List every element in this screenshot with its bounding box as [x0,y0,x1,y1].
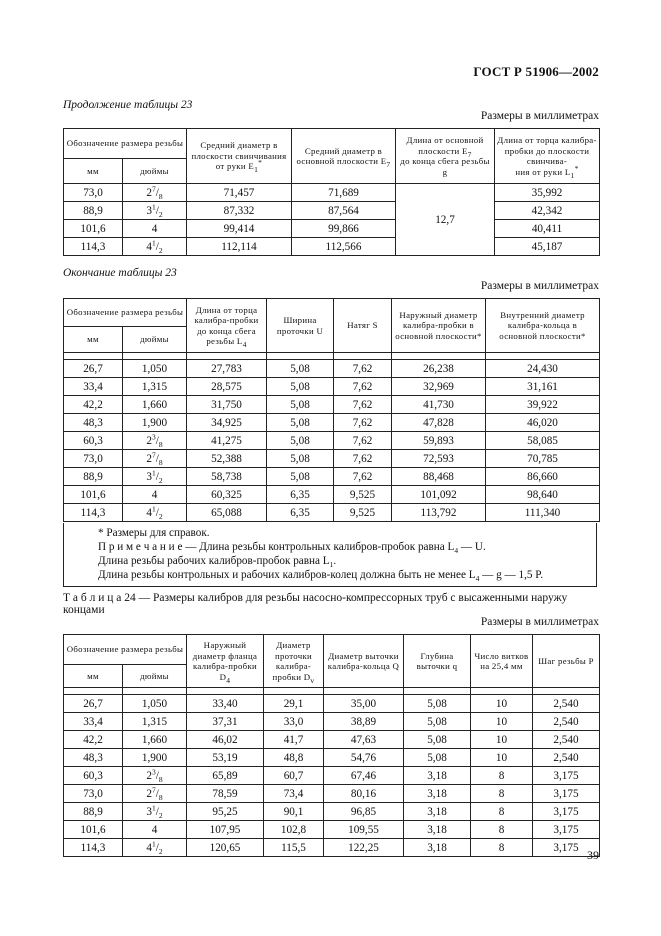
table-cell-mm: 114,3 [64,839,123,857]
table-cell-inch: 1,660 [123,396,187,414]
table-cell-q_big: 38,89 [324,713,404,731]
table-cell-l4: 34,925 [187,414,267,432]
table-cell-mm: 48,3 [64,749,123,767]
table-cell-q_big: 122,25 [324,839,404,857]
header-designation: Обозначение размера резьбы [64,129,187,159]
table-cell-outer: 88,468 [392,468,486,486]
table-cell-n: 8 [471,839,533,857]
table-cell-dv: 102,8 [264,821,324,839]
header-length-base: Длина от основной плоскости $E_7$ до конца сбега резьбы g [396,129,495,184]
table-cell-p: 2,540 [533,713,600,731]
merged-length-cell: 12,7 [396,184,495,256]
table-row [64,749,600,767]
table-cell-p: 3,175 [533,767,600,785]
table-cell-e1: 99,414 [187,220,292,238]
table-cell-q: 3,18 [404,785,471,803]
table-cell-inner: 86,660 [486,468,600,486]
table-cell-d4: 33,40 [187,695,264,713]
table-cell-mm: 26,7 [64,695,123,713]
header-pitch: Шаг резьбы P [533,635,600,688]
table-row [64,468,600,486]
table-cell-inner: 31,161 [486,378,600,396]
footnote: * Размеры для справок. [98,527,210,539]
table-cell-mm: 114,3 [64,238,123,256]
header-interference: Натяг S [334,299,392,353]
table-row [64,414,600,432]
table-cell-e1: 71,457 [187,184,292,202]
table-cell-inch: $2^7/_8$ [123,785,187,803]
table24 [63,634,600,857]
table-cell-s: 9,525 [334,486,392,504]
table-cell-outer: 32,969 [392,378,486,396]
table-row [64,731,600,749]
table-cell-mm: 101,6 [64,821,123,839]
table-cell-mm: 73,0 [64,184,123,202]
table-cell-q: 5,08 [404,731,471,749]
table-cell-n: 8 [471,803,533,821]
table-row [64,220,600,238]
table-cell-q_big: 80,16 [324,785,404,803]
table-cell-p: 3,175 [533,785,600,803]
table-cell-e1: 112,114 [187,238,292,256]
table-cell-u: 5,08 [267,396,334,414]
table-cell-l4: 58,738 [187,468,267,486]
table-cell-inner: 58,085 [486,432,600,450]
table-row [64,432,600,450]
header-flange-diameter: Наружный диаметр фланца калибра-пробки $D_4$ [187,635,264,688]
table-cell-n: 10 [471,713,533,731]
table-row [64,803,600,821]
table-row [64,504,600,522]
table-row [64,713,600,731]
table-cell-l4: 31,750 [187,396,267,414]
table-cell-u: 6,35 [267,504,334,522]
table-cell-n: 8 [471,785,533,803]
table-cell-q: 3,18 [404,803,471,821]
header-inch: дюймы [123,665,187,688]
table-cell-p: 2,540 [533,749,600,767]
table-cell-mm: 101,6 [64,486,123,504]
table-cell-s: 7,62 [334,450,392,468]
table-cell-mm: 60,3 [64,767,123,785]
table-cell-mm: 33,4 [64,713,123,731]
table-cell-mm: 101,6 [64,220,123,238]
table-cell-e7: 87,564 [292,202,396,220]
table-cell-s: 7,62 [334,396,392,414]
table-cell-dv: 41,7 [264,731,324,749]
table-cell-inch: $3^1/_2$ [123,803,187,821]
table-cell-e7: 112,566 [292,238,396,256]
table-cell-mm: 26,7 [64,360,123,378]
table-cell-l4: 27,783 [187,360,267,378]
table-cell-p: 3,175 [533,803,600,821]
table23-continuation [63,128,600,256]
header-mid-diameter-base: Средний диаметр в основной плоскости $E_7$ [292,129,396,184]
table-cell-inch: 1,315 [123,378,187,396]
table-row [64,767,600,785]
table-cell-inner: 39,922 [486,396,600,414]
table23-cont-caption: Продолжение таблицы 23 [63,99,193,111]
header-inch: дюймы [123,327,187,353]
table-cell-mm: 33,4 [64,378,123,396]
table-cell-q: 3,18 [404,821,471,839]
table-cell-q_big: 67,46 [324,767,404,785]
table-row [64,202,600,220]
table-cell-inch: $2^7/_8$ [123,184,187,202]
table-cell-d4: 53,19 [187,749,264,767]
table-cell-s: 7,62 [334,432,392,450]
table-cell-mm: 42,2 [64,731,123,749]
header-groove-diameter: Диаметр проточки калибра-пробки $D_v$ [264,635,324,688]
table-cell-outer: 41,730 [392,396,486,414]
table-cell-inner: 24,430 [486,360,600,378]
header-length-l4: Длина от торца калибра-пробки до конца сбега резьбы $L_4$ [187,299,267,353]
table-cell-mm: 88,9 [64,468,123,486]
header-length-end: Длина от торца калибра-пробки до плоскости свинчива- ния от руки $L_1^*$ [495,129,600,184]
table-cell-outer: 113,792 [392,504,486,522]
table-cell-dv: 90,1 [264,803,324,821]
table-cell-s: 7,62 [334,468,392,486]
table-cell-dv: 60,7 [264,767,324,785]
table-cell-inch: $3^1/_2$ [123,202,187,220]
header-designation: Обозначение размера резьбы [64,635,187,665]
table-cell-inch: 1,900 [123,749,187,767]
table-cell-n: 10 [471,749,533,767]
table-cell-d4: 65,89 [187,767,264,785]
table-cell-u: 6,35 [267,486,334,504]
table-cell-u: 5,08 [267,378,334,396]
table-cell-inch: $3^1/_2$ [123,468,187,486]
table-cell-mm: 60,3 [64,432,123,450]
table23-end-units: Размеры в миллиметрах [480,280,599,292]
table-cell-dv: 115,5 [264,839,324,857]
header-designation: Обозначение размера резьбы [64,299,187,327]
table-row [64,378,600,396]
table24-units: Размеры в миллиметрах [480,616,599,628]
table-cell-inch: 1,900 [123,414,187,432]
table-cell-inch: $2^7/_8$ [123,450,187,468]
header-bore-depth: Глубина выточки q [404,635,471,688]
table-row [64,360,600,378]
table-cell-mm: 73,0 [64,450,123,468]
table-row [64,486,600,504]
table-row [64,238,600,256]
table-cell-u: 5,08 [267,468,334,486]
table-cell-inch: $4^1/_2$ [123,238,187,256]
table-cell-mm: 42,2 [64,396,123,414]
table-cell-inch: 4 [123,821,187,839]
table-cell-l1: 40,411 [495,220,600,238]
table-cell-u: 5,08 [267,450,334,468]
table-cell-n: 10 [471,695,533,713]
table-cell-inch: $2^3/_8$ [123,767,187,785]
table-cell-s: 7,62 [334,360,392,378]
header-outer-diameter: Наружный диаметр калибра-пробки в основной плоскости* [392,299,486,353]
table-cell-p: 2,540 [533,731,600,749]
table-cell-e1: 87,332 [187,202,292,220]
table-cell-dv: 48,8 [264,749,324,767]
table-cell-l4: 65,088 [187,504,267,522]
table-cell-q_big: 109,55 [324,821,404,839]
table-cell-q_big: 35,00 [324,695,404,713]
page-number: 39 [587,848,599,862]
header-threads-count: Число витков на 25,4 мм [471,635,533,688]
table-cell-q: 5,08 [404,749,471,767]
table-cell-l4: 60,325 [187,486,267,504]
table-cell-dv: 29,1 [264,695,324,713]
table-cell-l1: 45,187 [495,238,600,256]
table24-title: Т а б л и ц а 24 — Размеры калибров для резьбы насосно-компрессорных труб с высаженными наружу концами [63,592,568,616]
table-cell-p: 3,175 [533,821,600,839]
table-cell-p: 2,540 [533,695,600,713]
table-cell-u: 5,08 [267,414,334,432]
table-cell-l1: 42,342 [495,202,600,220]
table-cell-n: 8 [471,767,533,785]
table-cell-inch: $4^1/_2$ [123,504,187,522]
document-header: ГОСТ Р 51906—2002 [473,64,599,79]
table-cell-mm: 114,3 [64,504,123,522]
table-cell-dv: 33,0 [264,713,324,731]
table-cell-u: 5,08 [267,360,334,378]
table-cell-outer: 72,593 [392,450,486,468]
table-cell-q: 3,18 [404,767,471,785]
table-cell-q: 3,18 [404,839,471,857]
table23-notes [63,523,597,587]
table-cell-d4: 37,31 [187,713,264,731]
table-cell-inch: 1,660 [123,731,187,749]
table23-end-caption: Окончание таблицы 23 [63,267,177,279]
table-row [64,450,600,468]
table-cell-q_big: 47,63 [324,731,404,749]
table-cell-outer: 26,238 [392,360,486,378]
note-1: П р и м е ч а н и е — Длина резьбы контрольных калибров-пробок равна $L_4$ — U. [98,541,486,556]
table-cell-mm: 88,9 [64,803,123,821]
header-mm: мм [64,327,123,353]
table-cell-mm: 88,9 [64,202,123,220]
header-mid-diameter-screw: Средний диаметр в плоскости свинчивания от руки $E_1^*$ [187,129,292,184]
header-inch: дюймы [123,159,187,184]
table-cell-q_big: 54,76 [324,749,404,767]
table-cell-inch: $2^3/_8$ [123,432,187,450]
table-row [64,785,600,803]
note-2: Длина резьбы рабочих калибров-пробок равна $L_1$. [98,555,337,570]
table-cell-outer: 59,893 [392,432,486,450]
table-cell-inch: 1,050 [123,695,187,713]
table-cell-d4: 46,02 [187,731,264,749]
note-3: Длина резьбы контрольных и рабочих калибров-колец должна быть не менее $L_4$ — g — 1,5 P. [98,569,544,584]
header-inner-diameter: Внутренний диаметр калибра-кольца в основной плоскости* [486,299,600,353]
table-cell-inch: $4^1/_2$ [123,839,187,857]
header-mm: мм [64,665,123,688]
table-cell-n: 8 [471,821,533,839]
table-row [64,184,600,202]
table-row [64,396,600,414]
table-cell-e7: 99,866 [292,220,396,238]
table-cell-inner: 46,020 [486,414,600,432]
table-cell-q_big: 96,85 [324,803,404,821]
table-cell-d4: 95,25 [187,803,264,821]
table-cell-l4: 28,575 [187,378,267,396]
table-cell-inner: 98,640 [486,486,600,504]
table-cell-q: 5,08 [404,713,471,731]
table-cell-d4: 107,95 [187,821,264,839]
table23-end [63,298,600,522]
table-row [64,839,600,857]
table23-cont-units: Размеры в миллиметрах [480,110,599,122]
header-bore-diameter: Диаметр выточки калибра-кольца Q [324,635,404,688]
table-cell-inner: 111,340 [486,504,600,522]
header-mm: мм [64,159,123,184]
table-cell-outer: 47,828 [392,414,486,432]
table-cell-l4: 52,388 [187,450,267,468]
table-cell-p: 3,175 [533,839,600,857]
table-cell-mm: 73,0 [64,785,123,803]
table-cell-d4: 78,59 [187,785,264,803]
table-cell-e7: 71,689 [292,184,396,202]
table-cell-s: 7,62 [334,414,392,432]
table-cell-u: 5,08 [267,432,334,450]
table-cell-s: 9,525 [334,504,392,522]
table-cell-inch: 4 [123,486,187,504]
table-cell-l1: 35,992 [495,184,600,202]
table-cell-dv: 73,4 [264,785,324,803]
table-row [64,695,600,713]
table-cell-mm: 48,3 [64,414,123,432]
header-groove-width: Ширина проточки U [267,299,334,353]
table-cell-l4: 41,275 [187,432,267,450]
table-cell-inch: 1,050 [123,360,187,378]
table-cell-outer: 101,092 [392,486,486,504]
table-cell-inch: 1,315 [123,713,187,731]
table-row [64,821,600,839]
table-cell-d4: 120,65 [187,839,264,857]
table-cell-n: 10 [471,731,533,749]
table-cell-inner: 70,785 [486,450,600,468]
table-cell-q: 5,08 [404,695,471,713]
table-cell-inch: 4 [123,220,187,238]
table-cell-s: 7,62 [334,378,392,396]
